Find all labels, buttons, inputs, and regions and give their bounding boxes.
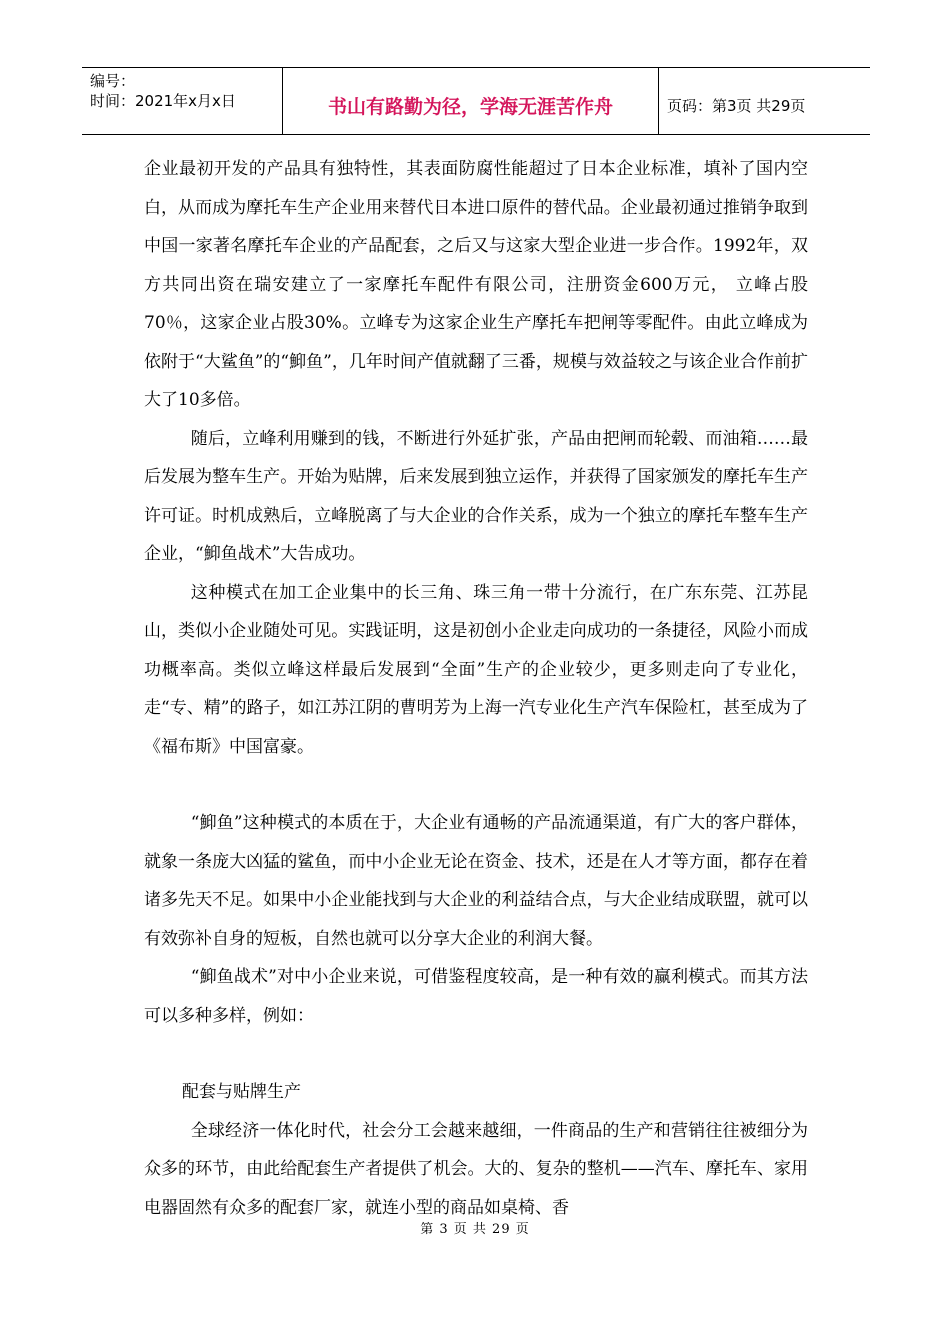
document-date: 时间：2021年x月x日 <box>90 92 236 110</box>
header-meta <box>82 68 283 134</box>
paragraph-6: 全球经济一体化时代，社会分工会越来越细，一件商品的生产和营销往往被细分为众多的环节，由此给配套生产者提供了机会。大的、复杂的整机——汽车、摩托车、家用电器固然有众多的配套厂家，就连小型的商品如桌椅、香 <box>144 1120 808 1218</box>
paragraph-1: 企业最初开发的产品具有独特性，其表面防腐性能超过了日本企业标准，填补了国内空白，从而成为摩托车生产企业用来替代日本进口原件的替代品。企业最初通过推销争取到中国一家著名摩托车企业的产品配套，之后又与这家大型企业进一步合作。1992年，双方共同出资在瑞安建立了一家摩托车配件有限公司，注册资金600万元， 立峰占股70％，这家企业占股30%。立峰专为这家企业生产摩托车把闸等零配件。由此立峰成为依附于“大鲨鱼”的“鮣鱼”，几年时间产值就翻了三番，规模与效益较之与该企业合作前扩大了10多倍。 <box>144 159 808 410</box>
paragraph-4: “鮣鱼”这种模式的本质在于，大企业有通畅的产品流通渠道，有广大的客户群体，就象一条庞大凶猛的鲨鱼，而中小企业无论在资金、技术，还是在人才等方面，都存在着诸多先天不足。如果中小企业能找到与大企业的利益结合点，与大企业结成联盟，就可以有效弥补自身的短板，自然也就可以分享大企业的利润大餐。 <box>144 813 808 949</box>
paragraph-spacer <box>144 766 808 804</box>
paragraph-3: 这种模式在加工企业集中的长三角、珠三角一带十分流行，在广东东莞、江苏昆山，类似小企业随处可见。实践证明，这是初创小企业走向成功的一条捷径，风险小而成功概率高。类似立峰这样最后发展到“全面”生产的企业较少，更多则走向了专业化，走“专、精”的路子，如江苏江阴的曹明芳为上海一汽专业化生产汽车保险杠，甚至成为了《福布斯》中国富豪。 <box>144 582 808 757</box>
header-motto: 书山有路勤为径，学海无涯苦作舟 <box>283 68 659 134</box>
page-header <box>82 67 870 135</box>
page-footer: 第 3 页 共 29 页 <box>420 1222 530 1237</box>
document-number: 编号： <box>90 72 136 90</box>
paragraph-5: “鮣鱼战术”对中小企业来说，可借鉴程度较高，是一种有效的赢利模式。而其方法可以多种多样，例如： <box>144 967 808 1026</box>
document-body <box>144 150 808 1227</box>
paragraph-spacer <box>144 1035 808 1073</box>
section-heading: 配套与贴牌生产 <box>182 1082 301 1102</box>
paragraph-2: 随后，立峰利用赚到的钱，不断进行外延扩张，产品由把闸而轮毂、而油箱……最后发展为整车生产。开始为贴牌，后来发展到独立运作，并获得了国家颁发的摩托车生产许可证。时机成熟后，立峰脱离了与大企业的合作关系，成为一个独立的摩托车整车生产企业，“鮣鱼战术”大告成功。 <box>144 428 808 564</box>
header-page-number: 页码：第3页 共29页 <box>667 96 806 115</box>
